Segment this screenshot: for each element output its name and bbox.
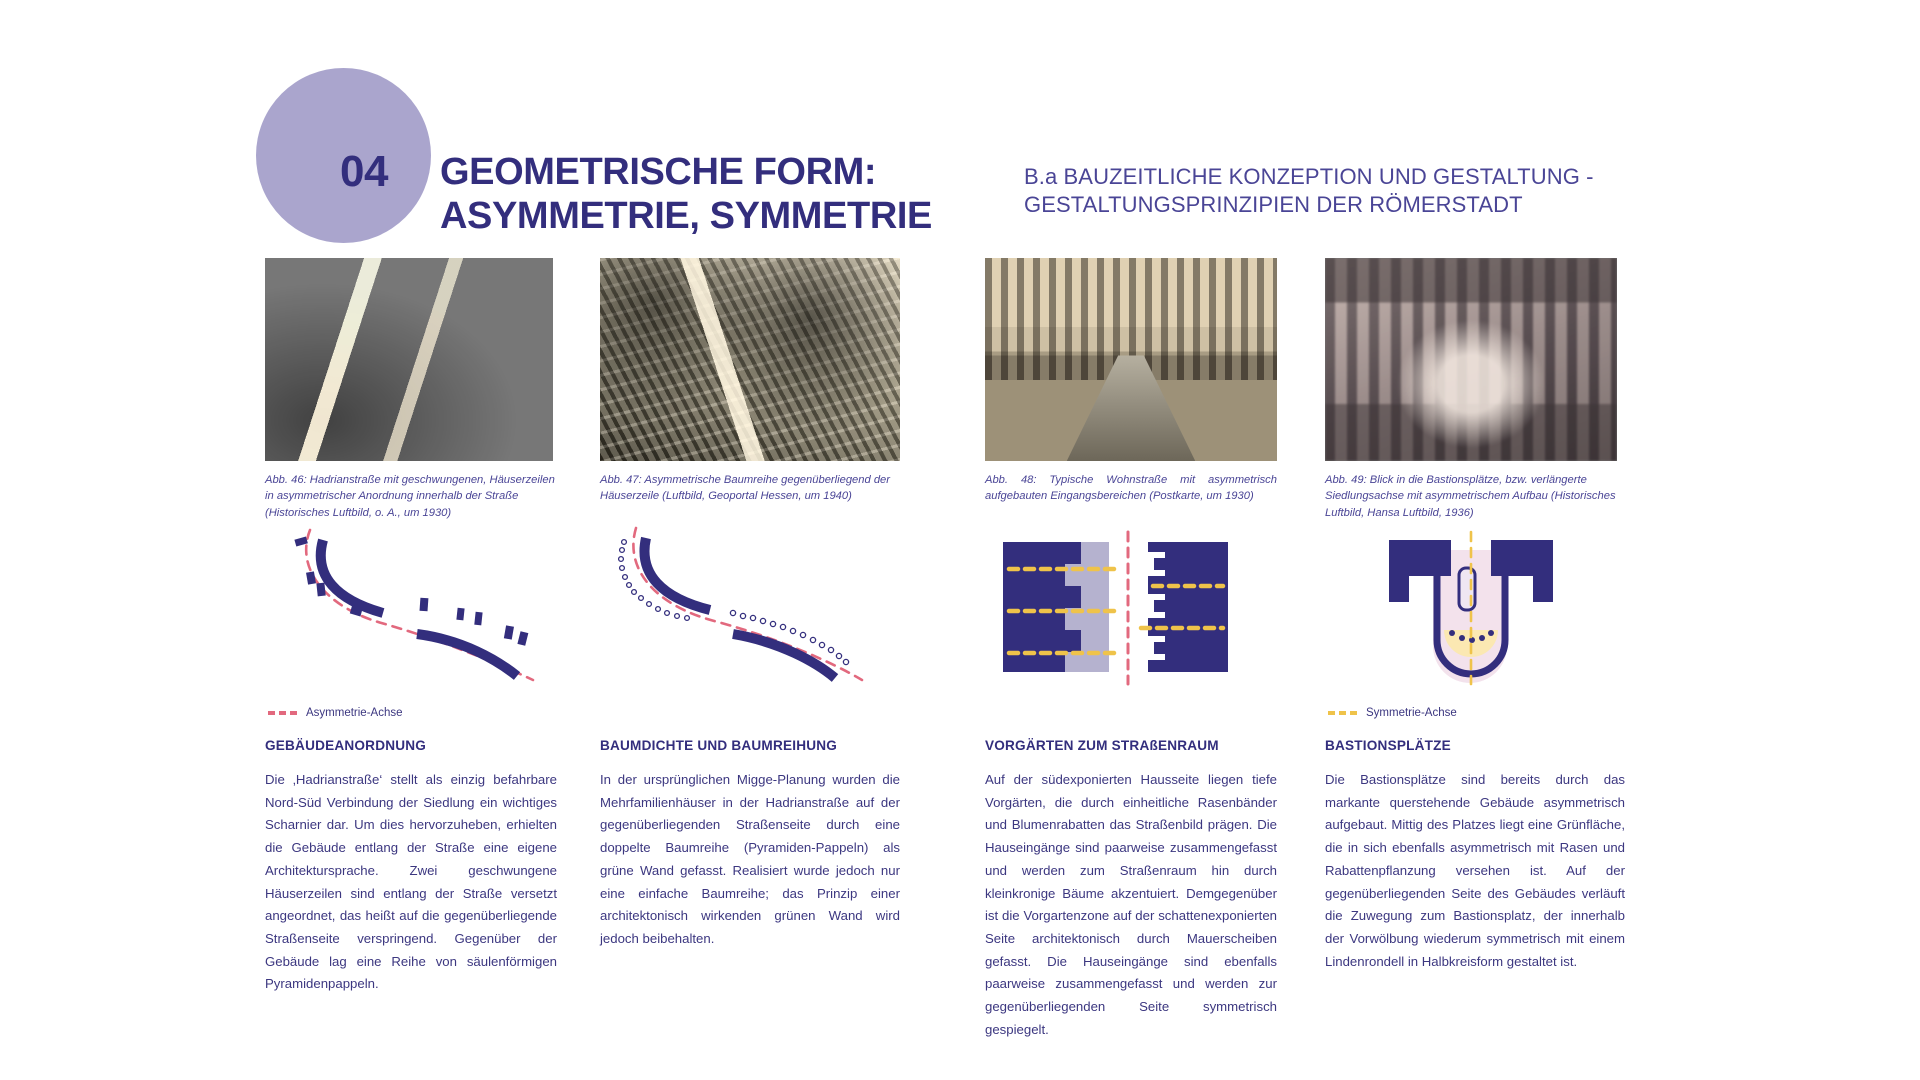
text-column-vorgaerten	[985, 738, 1277, 1041]
section-subtitle-line-2: GESTALTUNGSPRINZIPIEN DER RÖMERSTADT	[1024, 192, 1523, 218]
figure-caption-abb-48: Abb. 48: Typische Wohnstraße mit asymmetrisch aufgebauten Eingangsbereichen (Postkarte, um 1930)	[985, 474, 1277, 503]
column-body: Die ‚Hadrianstraße‘ stellt als einzig befahrbare Nord-Süd Verbindung der Siedlung ein wichtiges Scharnier dar. Um dies hervorzuheben, erhielten die Gebäude entlang der Straße eine eigene Architektursprache. Zwei geschwungene Häuserzeilen sind entlang der Straße versetzt angeordnet, das heißt auf die gegenüberliegende Straßenseite verspringend. Gegenüber der Gebäude lag eine Reihe von säulenförmigen Pyramidenpappeln.	[265, 772, 557, 992]
page-title-line-2: ASYMMETRIE, SYMMETRIE	[440, 195, 932, 238]
text-column-bastionsplaetze	[1325, 738, 1625, 973]
dashed-line-icon	[1328, 711, 1358, 715]
column-body: Die Bastionsplätze sind bereits durch das markante querstehende Gebäude asymmetrisch aufgebaut. Mittig des Platzes liegt eine Grünfläche, die in sich ebenfalls asymmetrisch mit Rasen und Rabattenpflanzung versehen ist. Auf der gegenüberliegenden Seite des Gebäudes verläuft die Zuwegung zum Bastionsplatz, der innerhalb der Vorwölbung wiederum symmetrisch mit einem Lindenrondell in Halbkreisform gestaltet ist.	[1325, 772, 1625, 969]
section-subtitle	[1024, 163, 1624, 219]
figure-caption-abb-49: Abb. 49: Blick in die Bastionsplätze, bzw. verlängerte Siedlungsachse mit asymmetrischem Aufbau (Historisches Luftbild, Hansa Luftbild, 1936)	[1325, 474, 1616, 519]
dashed-line-icon	[268, 711, 298, 715]
chapter-number: 04	[340, 147, 388, 196]
legend-label: Asymmetrie-Achse	[306, 707, 403, 719]
figure-image-abb-47	[600, 258, 900, 461]
text-column-baumdichte	[600, 738, 900, 951]
figure-caption-abb-46: Abb. 46: Hadrianstraße mit geschwungenen, Häuserzeilen in asymmetrischer Anordnung innerhalb der Straße (Historisches Luftbild, o. A., um 1930)	[265, 474, 555, 519]
figure-image-abb-46	[265, 258, 553, 461]
column-body: In der ursprünglichen Migge-Planung wurden die Mehrfamilienhäuser in der Hadrianstraße auf der gegenüberliegenden Straßenseite durch eine doppelte Baumreihe (Pyramiden-Pappeln) als grüne Wand gefasst. Realisiert wurde jedoch nur eine einfache Baumreihe; das Prinzip einer architektonisch wirkenden grünen Wand wird jedoch beibehalten.	[600, 772, 900, 946]
diagram-baumreihung	[600, 528, 900, 688]
section-subtitle-line-1: B.a BAUZEITLICHE KONZEPTION UND GESTALTUNG -	[1024, 164, 1594, 189]
text-column-gebaeudeanordnung	[265, 738, 557, 996]
diagram-bastionsplaetze	[1325, 528, 1617, 688]
legend-symmetrie-achse	[1328, 707, 1457, 719]
legend-asymmetrie-achse	[268, 707, 403, 719]
column-body: Auf der südexponierten Hausseite liegen tiefe Vorgärten, die durch einheitliche Rasenbänder und Blumenrabatten das Straßenbild prägen. Die Hauseingänge sind paarweise zusammengefasst und werden zum Straßenraum hin durch kleinkronige Bäume akzentuiert. Demgegenüber ist die Vorgartenzone auf der schattenexponierten Seite architektonisch durch Mauerscheiben gefasst. Die Hauseingänge sind ebenfalls paarweise zusammengefasst und werden zur gegenüberliegenden Seite symmetrisch gespiegelt.	[985, 772, 1277, 1037]
column-heading: BASTIONSPLÄTZE	[1325, 738, 1451, 753]
figure-image-abb-49	[1325, 258, 1617, 461]
column-heading: GEBÄUDEANORDNUNG	[265, 738, 427, 753]
column-heading: BAUMDICHTE UND BAUMREIHUNG	[600, 738, 838, 753]
figure-caption-abb-47: Abb. 47: Asymmetrische Baumreihe gegenüberliegend der Häuserzeile (Luftbild, Geoportal Hessen, um 1940)	[600, 474, 891, 503]
column-heading: VORGÄRTEN ZUM STRAßENRAUM	[985, 738, 1219, 753]
diagram-gebaeudeanordnung	[265, 528, 565, 688]
figure-image-abb-48	[985, 258, 1277, 461]
page-title-line-1: GEOMETRISCHE FORM:	[440, 151, 877, 193]
legend-label: Symmetrie-Achse	[1366, 707, 1457, 719]
page-title	[440, 150, 932, 239]
diagram-vorgaerten	[985, 528, 1277, 688]
